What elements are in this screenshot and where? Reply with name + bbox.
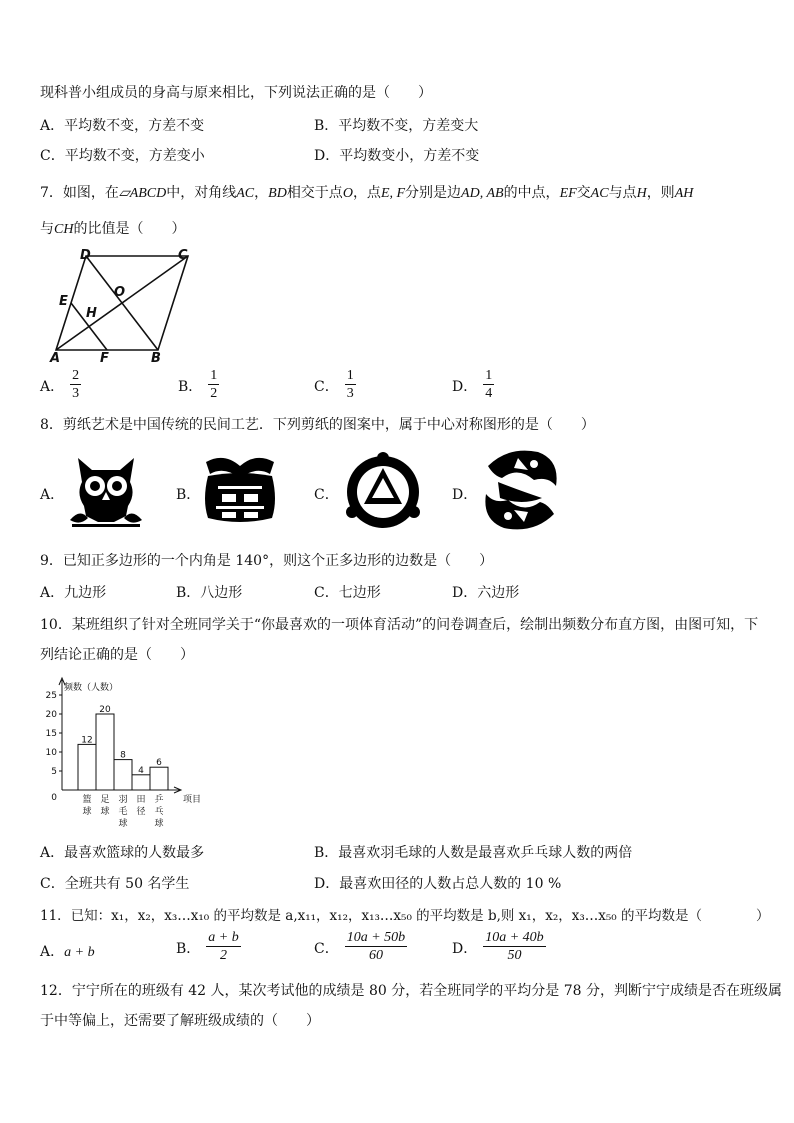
q10-option-d: D．最喜欢田径的人数占总人数的 10 %: [314, 876, 562, 892]
category-label: 乓: [154, 807, 164, 817]
q9-stem: 9．已知正多边形的一个内角是 140°，则这个正多边形的边数是（ ）: [40, 553, 494, 569]
bar: [114, 760, 132, 790]
category-label: 羽: [118, 795, 128, 805]
q9-option-b: B．八边形: [176, 585, 243, 601]
q6-option-b: B．平均数不变，方差变大: [314, 118, 479, 134]
q8-option-d-label: D．: [452, 487, 478, 503]
q7-option-b: B． $\frac{1}{2}$: [178, 368, 218, 401]
category-label: 篮: [82, 795, 92, 805]
three-fish-papercut-icon: [340, 450, 426, 530]
q7-option-d: D． $\frac{1}{4}$: [452, 368, 493, 401]
y-axis-label: 频数（人数）: [64, 683, 119, 693]
category-label: 毛: [118, 807, 128, 817]
bar: [132, 775, 150, 790]
q8-option-b-label: B．: [176, 487, 201, 503]
q8-stem: 8．剪纸艺术是中国传统的民间工艺．下列剪纸的图案中，属于中心对称图形的是（ ）: [40, 417, 595, 433]
double-happiness-papercut-icon: [200, 452, 280, 530]
q11-option-c: C． $\frac{10a + 50b}{60}$: [314, 930, 406, 963]
y-tick-label: 0: [51, 793, 57, 803]
q9-option-d: D．六边形: [452, 585, 520, 601]
label-c: C: [178, 248, 188, 263]
x-axis-label: 项目: [183, 795, 202, 805]
q11-option-d: D． $\frac{10a + 40b}{50}$: [452, 930, 544, 963]
category-label: 球: [100, 807, 110, 817]
q11-option-a: A．a + b: [40, 944, 95, 960]
category-label: 乒: [154, 795, 164, 805]
label-f: F: [100, 351, 109, 364]
histogram-chart: [40, 672, 220, 836]
q12-stem-line1: 12．宁宁所在的班级有 42 人，某次考试他的成绩是 80 分，若全班同学的平均分是 78 分，判断宁宁成绩是否在班级属: [40, 983, 782, 999]
q11-stem: 11．已知：x₁，x₂，x₃…x₁₀ 的平均数是 a,x₁₁，x₁₂，x₁₃…x₅₀ 的平均数是 b,则 x₁，x₂，x₃…x₅₀ 的平均数是（ ）: [40, 908, 770, 924]
label-h: H: [86, 306, 97, 321]
q10-stem-line2: 列结论正确的是（ ）: [40, 647, 194, 663]
q12-stem-line2: 于中等偏上，还需要了解班级成绩的（ ）: [40, 1013, 320, 1029]
category-label: 田: [136, 795, 146, 805]
q7-stem-line2: 与CH的比值是（ ）: [40, 221, 186, 237]
q10-option-c: C．全班共有 50 名学生: [40, 876, 190, 892]
data-label: 8: [120, 750, 126, 761]
category-label: 球: [82, 807, 92, 817]
q10-stem-line1: 10．某班组织了针对全班同学关于“你最喜欢的一项体育活动”的问卷调查后，绘制出频数分布直方图，由图可知，下: [40, 617, 759, 633]
data-label: 4: [138, 765, 144, 776]
q6-stem: 现科普小组成员的身高与原来相比，下列说法正确的是（ ）: [40, 85, 432, 101]
label-o: O: [114, 285, 126, 300]
y-tick-label: 10: [45, 748, 57, 758]
category-label: 足: [100, 795, 110, 805]
q11-option-b: B． $\frac{a + b}{2}$: [176, 930, 239, 963]
q6-option-a: A．平均数不变，方差不变: [40, 118, 205, 134]
y-tick-label: 15: [45, 729, 57, 739]
q8-option-c-label: C．: [314, 487, 339, 503]
category-label: 球: [118, 819, 128, 829]
q10-option-b: B．最喜欢羽毛球的人数是最喜欢乒乓球人数的两倍: [314, 845, 633, 861]
q7-option-a: A． $\frac{2}{3}$: [40, 368, 80, 401]
label-e: E: [59, 294, 68, 309]
label-b: B: [151, 351, 161, 364]
q7-stem: 7．如图，在▱ABCD中，对角线AC，BD相交于点O，点E, F分别是边AD, AB的中点，EF交AC与点H，则AH: [40, 185, 694, 201]
q6-option-c: C．平均数不变，方差变小: [40, 148, 205, 164]
two-bird-papercut-icon: [478, 446, 564, 534]
q6-option-d: D．平均数变小，方差不变: [314, 148, 480, 164]
bar: [150, 767, 168, 790]
q7-option-c: C． $\frac{1}{3}$: [314, 368, 354, 401]
label-d: D: [80, 248, 91, 263]
label-a: A: [50, 351, 61, 364]
bar: [96, 714, 114, 790]
bar: [78, 744, 96, 790]
data-label: 20: [99, 705, 111, 715]
q9-option-a: A．九边形: [40, 585, 107, 601]
parallelogram-figure: [44, 246, 204, 364]
y-tick-label: 25: [45, 691, 57, 701]
q10-option-a: A．最喜欢篮球的人数最多: [40, 845, 205, 861]
q9-option-c: C．七边形: [314, 585, 381, 601]
data-label: 6: [156, 758, 162, 769]
data-label: 12: [81, 735, 93, 746]
y-tick-label: 5: [51, 767, 57, 777]
q8-option-a-label: A．: [40, 487, 65, 503]
category-label: 球: [154, 819, 164, 829]
category-label: 径: [136, 807, 146, 817]
y-tick-label: 20: [45, 710, 57, 720]
owl-papercut-icon: [66, 450, 146, 530]
